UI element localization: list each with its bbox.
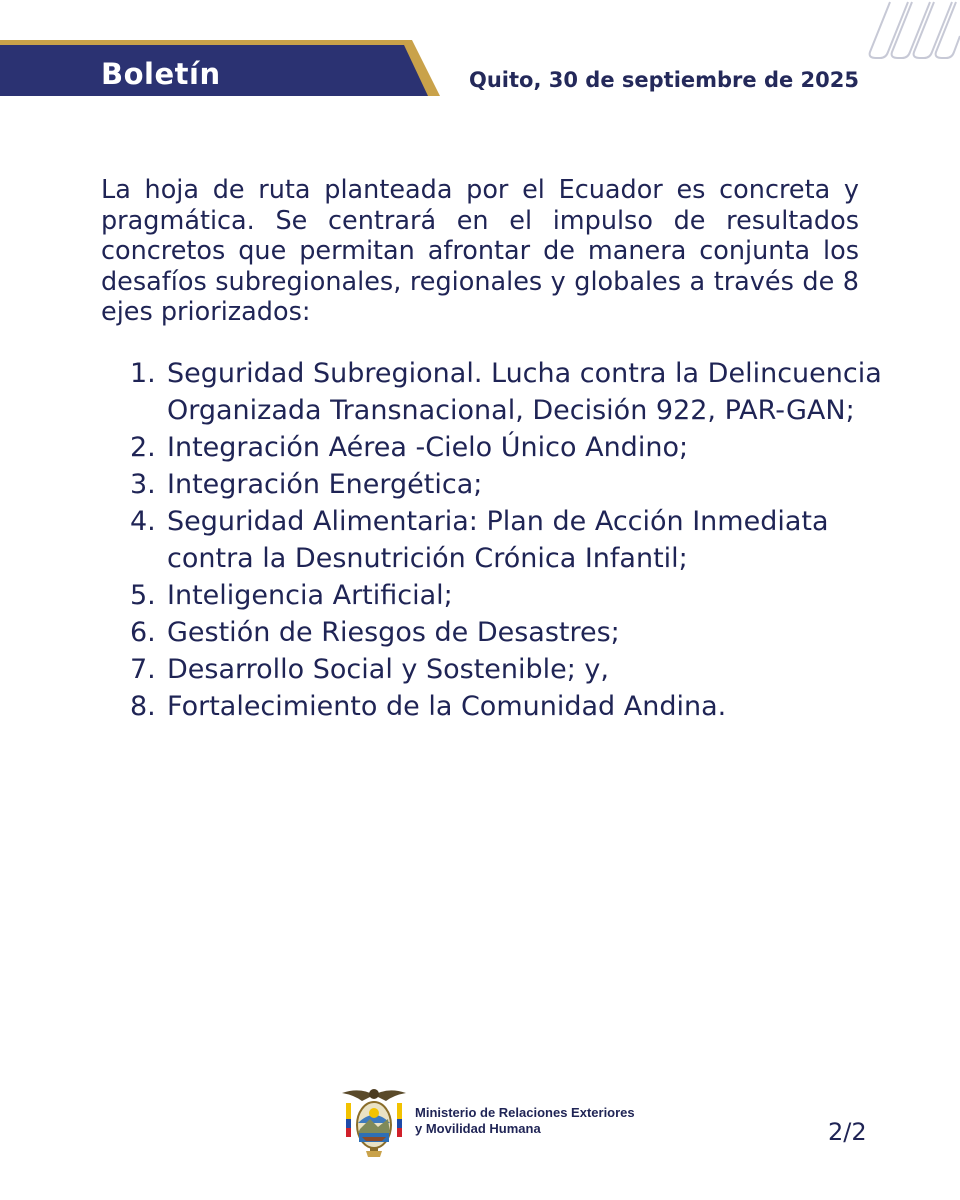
bulletin-date: Quito, 30 de septiembre de 2025 <box>469 68 859 92</box>
list-item <box>130 651 910 688</box>
list-item <box>130 429 910 466</box>
list-item-number: 8. <box>130 691 156 722</box>
list-item-number: 4. <box>130 506 156 537</box>
list-item-text: Fortalecimiento de la Comunidad Andina. <box>167 691 727 722</box>
coat-of-arms-icon <box>340 1085 408 1159</box>
priority-axes-list <box>130 355 910 725</box>
list-item-number: 7. <box>130 654 156 685</box>
list-item <box>130 466 910 503</box>
list-item-number: 3. <box>130 469 156 500</box>
list-item-text: Seguridad Subregional. Lucha contra la Delincuencia Organizada Transnacional, Decisión 922, PAR-GAN; <box>167 358 882 426</box>
list-item-text: Gestión de Riesgos de Desastres; <box>167 617 620 648</box>
intro-paragraph: La hoja de ruta planteada por el Ecuador es concreta y pragmática. Se centrará en el impulso de resultados concretos que permitan afrontar de manera conjunta los desafíos subregionales, regionales y globales a través de 8 ejes priorizados: <box>101 175 859 327</box>
list-item <box>130 614 910 651</box>
ministry-name <box>415 1105 655 1137</box>
list-item <box>130 688 910 725</box>
list-item-number: 5. <box>130 580 156 611</box>
page-title: Boletín <box>101 57 221 91</box>
page-counter: 2/2 <box>828 1118 867 1146</box>
ministry-name-line1: Ministerio de Relaciones Exteriores <box>415 1105 635 1120</box>
stripes-decoration <box>860 0 960 62</box>
list-item-text: Inteligencia Artificial; <box>167 580 453 611</box>
list-item-number: 6. <box>130 617 156 648</box>
list-item-text: Seguridad Alimentaria: Plan de Acción Inmediata contra la Desnutrición Crónica Infantil; <box>167 506 829 574</box>
list-item-number: 1. <box>130 358 156 389</box>
list-item-text: Desarrollo Social y Sostenible; y, <box>167 654 609 685</box>
list-item <box>130 355 910 429</box>
list-item-text: Integración Energética; <box>167 469 483 500</box>
list-item <box>130 503 910 577</box>
list-item-number: 2. <box>130 432 156 463</box>
list-item-text: Integración Aérea -Cielo Único Andino; <box>167 432 689 463</box>
list-item <box>130 577 910 614</box>
ministry-name-line2: y Movilidad Humana <box>415 1121 541 1136</box>
